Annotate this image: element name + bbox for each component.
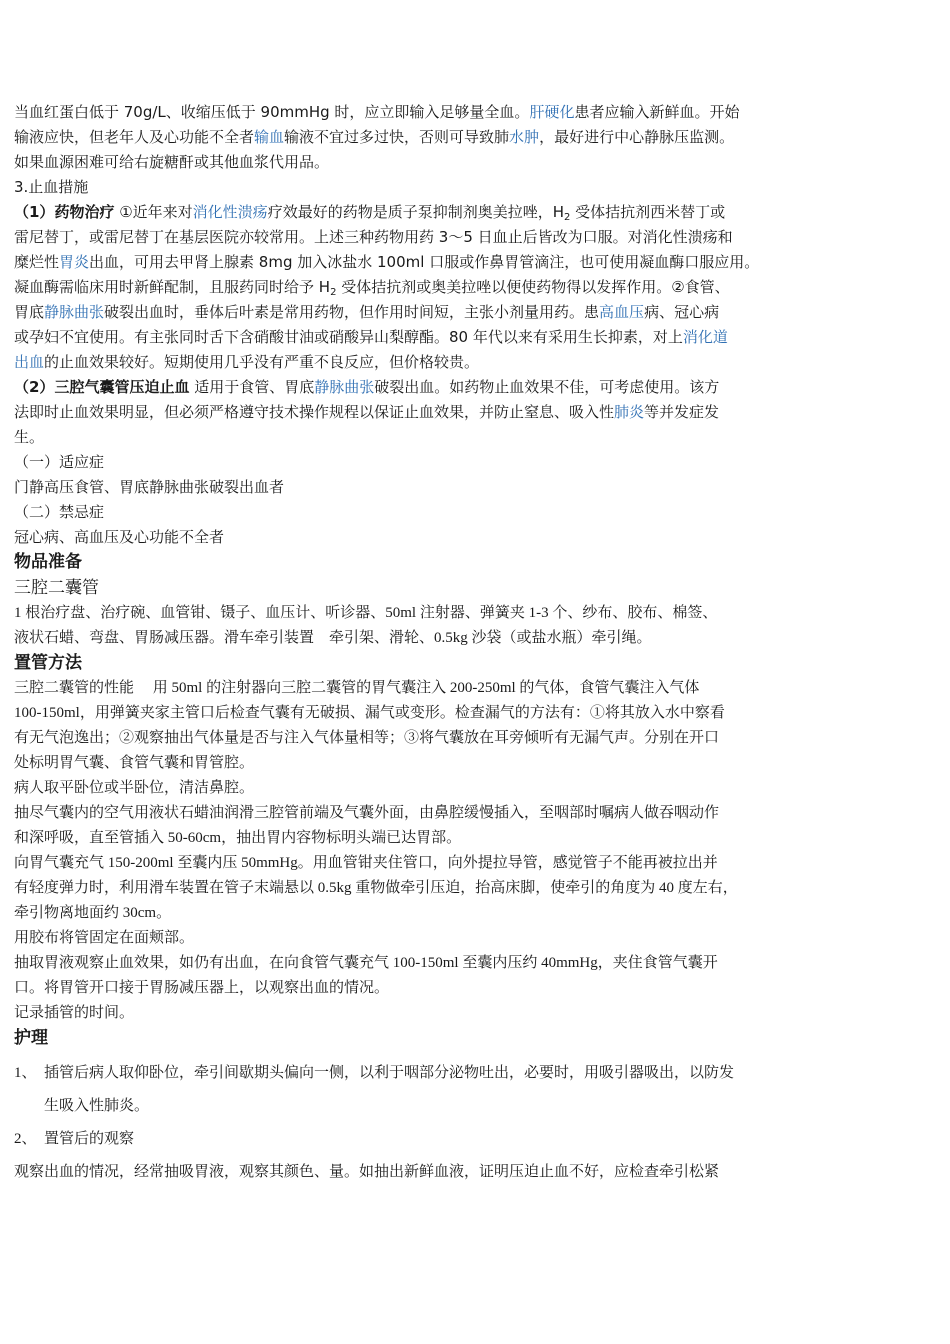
list-item	[14, 1123, 824, 1156]
link-pneumonia[interactable]: 肺炎	[614, 403, 645, 421]
text-line: 病人取平卧位或半卧位，清洁鼻腔。	[14, 780, 255, 796]
text: 疗效最好的药物是质子泵抑制剂奥美拉唑，H	[267, 203, 564, 221]
text: ，最好进行中心静脉压监测。	[539, 128, 735, 146]
text: 破裂出血。如药物止血效果不佳，可考虑使用。该方	[374, 378, 720, 396]
text-line	[14, 250, 824, 275]
text: 插管后病人取仰卧位，牵引间歇期头偏向一侧，以利于咽部分泌物吐出，必要时，用吸引器吸出，以防发	[44, 1065, 735, 1081]
text: 受体拮抗剂西米替丁或	[570, 203, 726, 221]
text: 胃底	[14, 303, 45, 321]
subscript: 2	[563, 212, 571, 223]
link-cirrhosis[interactable]: 肝硬化	[529, 103, 575, 121]
text-line	[14, 325, 824, 350]
text-line: 抽尽气囊内的空气用液状石蜡油润滑三腔管前端及气囊外面，由鼻腔缓慢插入，至咽部时嘱病人做吞咽动作	[14, 805, 720, 821]
text: 适用于食管、胃底	[189, 378, 315, 396]
link-hypertension[interactable]: 高血压	[599, 303, 645, 321]
text-line	[14, 100, 824, 125]
text-line: 和深呼吸，直至管插入 50-60cm，抽出胃内容物标明头端已达胃部。	[14, 830, 462, 846]
section-heading: 置管方法	[14, 653, 82, 673]
text-line: 处标明胃气囊、食管气囊和胃管腔。	[14, 755, 255, 771]
list-number: 2、	[14, 1131, 37, 1147]
text-line: 门静高压食管、胃底静脉曲张破裂出血者	[14, 478, 285, 496]
link-varices[interactable]: 静脉曲张	[314, 378, 375, 396]
link-edema[interactable]: 水肿	[509, 128, 540, 146]
text-line: 有轻度弹力时，利用滑车装置在管子末端悬以 0.5kg 重物做牵引压迫，抬高床脚，使牵引的角度为 40 度左右，	[14, 880, 738, 896]
list-item	[14, 1057, 824, 1090]
link-gastritis[interactable]: 胃炎	[59, 253, 90, 271]
text: 输液应快，但老年人及心功能不全者	[14, 128, 255, 146]
item-number: （1）	[14, 203, 55, 221]
text: 患者应输入新鲜血。开始	[574, 103, 740, 121]
text-line	[14, 400, 824, 425]
text: 的止血效果较好。短期使用几乎没有严重不良反应，但价格较贵。	[44, 353, 480, 371]
text-line	[14, 300, 824, 325]
text-line: 口。将胃管开口接于胃肠减压器上，以观察出血的情况。	[14, 980, 390, 996]
section-heading: 护理	[14, 1028, 48, 1048]
text: 等并发症发	[644, 403, 720, 421]
text: 或孕妇不宜使用。有主张同时舌下含硝酸甘油或硝酸异山梨醇酯。80 年代以来有采用生长抑素，对上	[14, 328, 683, 346]
section-title: 3.止血措施	[14, 178, 89, 196]
link-bleeding[interactable]: 出血	[14, 353, 45, 371]
link-digestive-tract[interactable]: 消化道	[682, 328, 728, 346]
text: 病、冠心病	[644, 303, 720, 321]
text-line: 雷尼替丁，或雷尼替丁在基层医院亦较常用。上述三种药物用药 3～5 日血止后皆改为口服。对消化性溃疡和	[14, 228, 733, 246]
text: 破裂出血时，垂体后叶素是常用药物，但作用时间短，主张小剂量用药。患	[104, 303, 600, 321]
text: 凝血酶需临床用时新鲜配制，且服药同时给予 H	[14, 278, 331, 296]
text: 置管后的观察	[44, 1131, 135, 1147]
text-line	[14, 350, 824, 375]
document-page	[14, 100, 824, 1189]
text-line: 观察出血的情况，经常抽吸胃液，观察其颜色、量。如抽出新鲜血液，证明压迫止血不好，应检查牵引松紧	[14, 1164, 720, 1180]
text: 当血红蛋白低于 70g/L、收缩压低于 90mmHg 时，应立即输入足够量全血。	[14, 103, 530, 121]
text-line: 向胃气囊充气 150-200ml 至囊内压 50mmHg。用血管钳夹住管口，向外提拉导管，感觉管子不能再被拉出并	[14, 855, 718, 871]
text: 受体拮抗剂或奥美拉唑以便使药物得以发挥作用。②食管、	[336, 278, 730, 296]
subsection-title: （一）适应症	[14, 453, 105, 471]
link-transfusion[interactable]: 输血	[254, 128, 285, 146]
text: ①近年来对	[114, 203, 193, 221]
text-line: 三腔二囊管的性能 用 50ml 的注射器向三腔二囊管的胃气囊注入 200-250ml 的气体，食管气囊注入气体	[14, 680, 700, 696]
text-line: 用胶布将管固定在面颊部。	[14, 930, 195, 946]
item-title: 药物治疗	[54, 203, 115, 221]
text-line: 抽取胃液观察止血效果，如仍有出血，在向食管气囊充气 100-150ml 至囊内压约 40mmHg，夹住食管气囊开	[14, 955, 718, 971]
text: 出血，可用去甲肾上腺素 8mg 加入冰盐水 100ml 口服或作鼻胃管滴注，也可使用凝血酶口服应用。	[89, 253, 760, 271]
item-title: 三腔气囊管压迫止血	[54, 378, 190, 396]
section-subheading: 三腔二囊管	[14, 578, 99, 598]
text-line	[14, 125, 824, 150]
subscript: 2	[330, 287, 337, 298]
link-varices[interactable]: 静脉曲张	[44, 303, 105, 321]
text-line: 100-150ml，用弹簧夹家主管口后检查气囊有无破损、漏气或变形。检查漏气的方法有：①将其放入水中察看	[14, 705, 725, 721]
text-line: 1 根治疗盘、治疗碗、血管钳、镊子、血压计、听诊器、50ml 注射器、弹簧夹 1-3 个、纱布、胶布、棉签、	[14, 605, 718, 621]
text-line: 如果血源困难可给右旋糖酐或其他血浆代用品。	[14, 153, 330, 171]
text: 法即时止血效果明显，但必须严格遵守技术操作规程以保证止血效果，并防止窒息、吸入性	[14, 403, 615, 421]
text: 输液不宜过多过快，否则可导致肺	[284, 128, 510, 146]
text-line: 液状石蜡、弯盘、胃肠减压器。滑车牵引装置 牵引架、滑轮、0.5kg 沙袋（或盐水瓶）牵引绳。	[14, 630, 652, 646]
text-line: 冠心病、高血压及心功能不全者	[14, 528, 225, 546]
subsection-title: （二）禁忌症	[14, 503, 105, 521]
text-line	[14, 375, 824, 400]
text-line: 生。	[14, 428, 45, 446]
link-peptic-ulcer[interactable]: 消化性溃疡	[192, 203, 268, 221]
text-line: 记录插管的时间。	[14, 1005, 135, 1021]
text-line: 牵引物离地面约 30cm。	[14, 905, 172, 921]
text-line	[14, 200, 824, 225]
item-number: （2）	[14, 378, 55, 396]
text-line	[14, 275, 824, 300]
list-item-continuation: 生吸入性肺炎。	[44, 1098, 150, 1114]
section-heading: 物品准备	[14, 552, 82, 572]
text-line: 有无气泡逸出；②观察抽出气体量是否与注入气体量相等；③将气囊放在耳旁倾听有无漏气声。分别在开口	[14, 730, 720, 746]
list-number: 1、	[14, 1065, 37, 1081]
text: 糜烂性	[14, 253, 60, 271]
